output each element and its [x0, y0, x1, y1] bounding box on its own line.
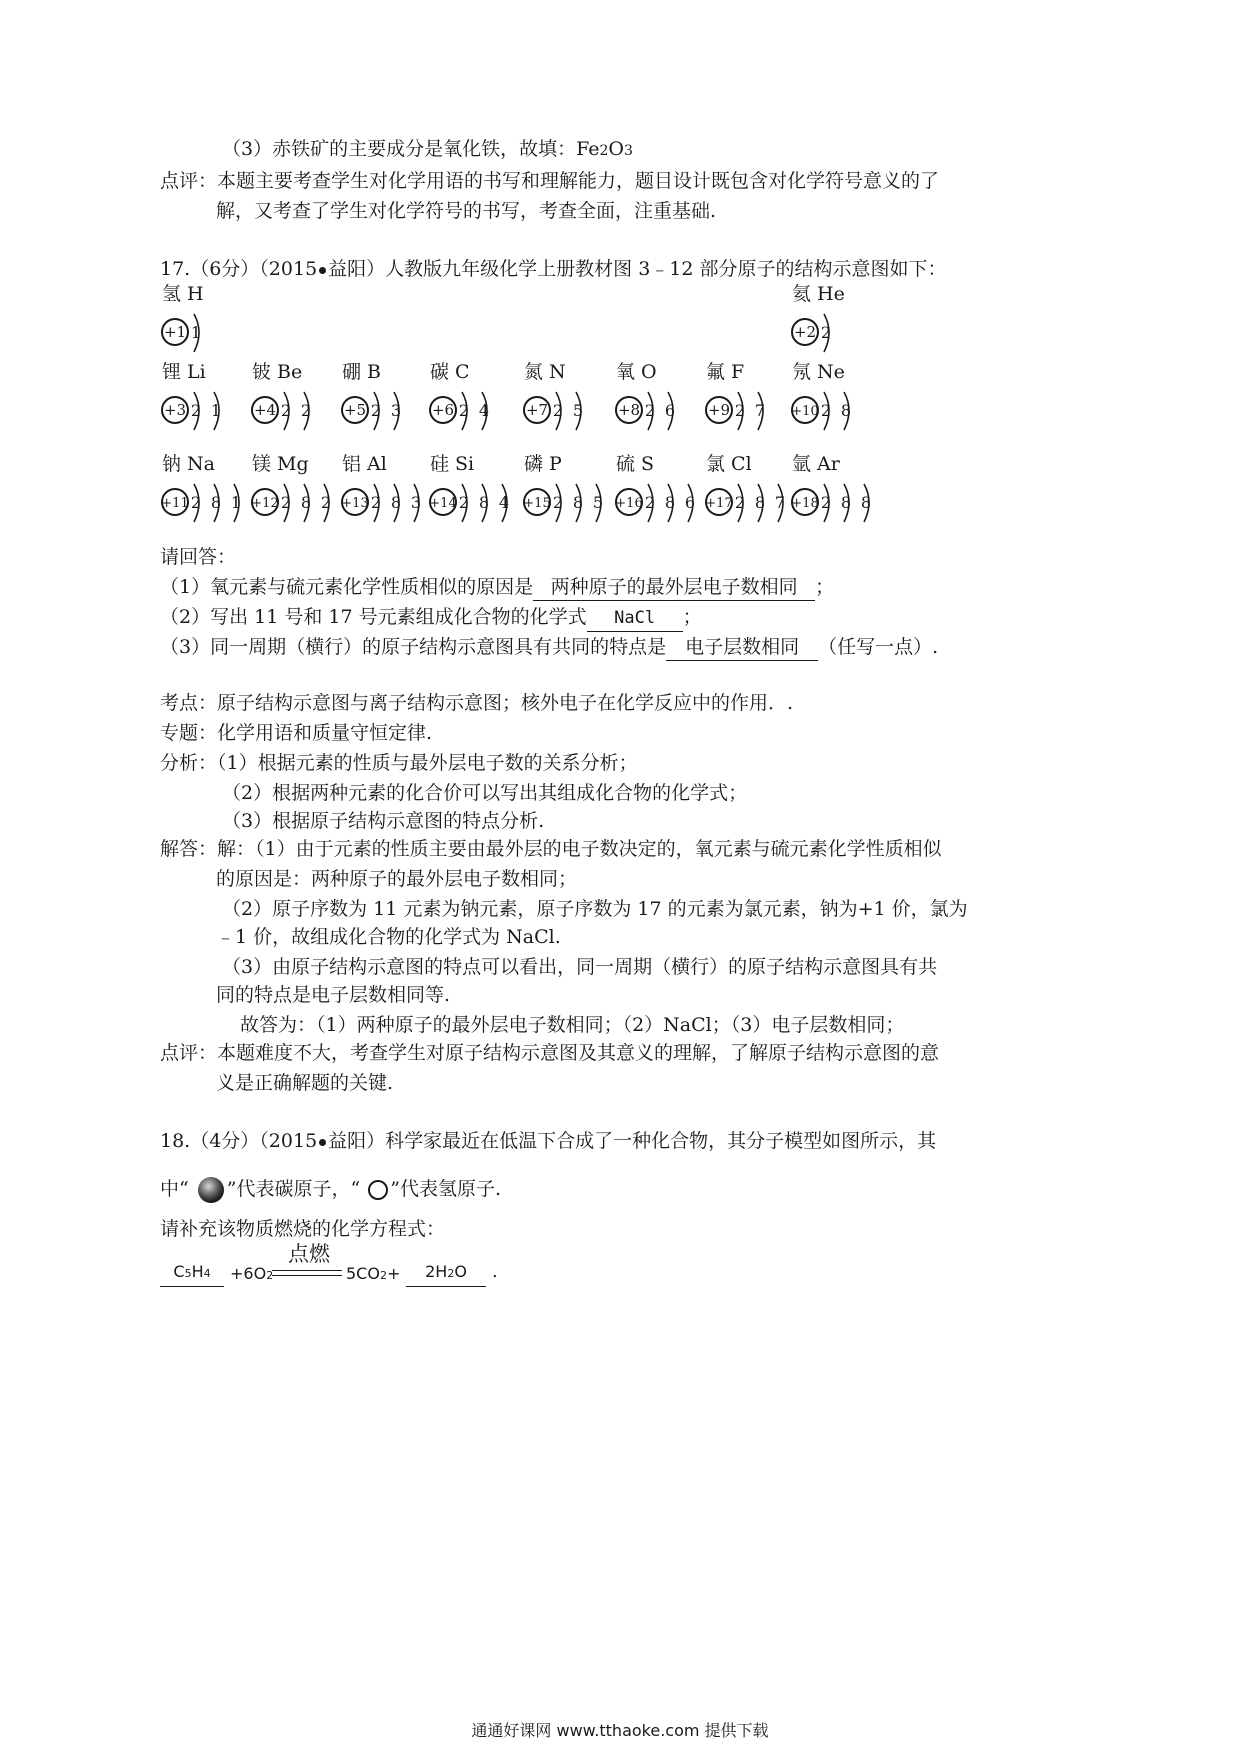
shell-electron-count: 7	[754, 401, 766, 420]
page-footer: 通通好课网 www.tthaoke.com 提供下载	[471, 1721, 769, 1740]
nucleus-charge: +8	[617, 401, 641, 419]
nucleus-charge: +16	[615, 496, 643, 511]
q17-jieda-7: 故答为：（1）两种原子的最外层电子数相同；（2）NaCl；（3）电子层数相同；	[240, 1014, 905, 1036]
atom-structure-diagram	[614, 480, 710, 524]
shell-electron-count: 3	[390, 401, 402, 420]
q17-jieda-2: 的原因是：两种原子的最外层电子数相同；	[216, 868, 578, 890]
shell-electron-count: 1	[210, 401, 222, 420]
atom-label: 氮 N	[524, 361, 566, 383]
atom-label: 氯 Cl	[706, 453, 752, 475]
nucleus-charge: +3	[163, 401, 187, 419]
atom-structure-diagram	[340, 388, 416, 432]
nucleus-charge: +13	[341, 496, 369, 511]
shell-electron-count: 2	[552, 493, 564, 512]
nucleus-charge: +12	[251, 496, 279, 511]
shell-electron-count: 7	[774, 493, 786, 512]
atom-label: 铍 Be	[252, 361, 303, 383]
nucleus-charge: +17	[705, 496, 733, 511]
shell-electron-count: 2	[280, 401, 292, 420]
shell-electron-count: 2	[370, 401, 382, 420]
q18-condition: 点燃	[288, 1242, 330, 1266]
shell-electron-count: 2	[458, 401, 470, 420]
nucleus-charge: +15	[523, 496, 551, 511]
q18-ask: 请补充该物质燃烧的化学方程式：	[160, 1218, 446, 1240]
shell-electron-count: 4	[498, 493, 510, 512]
nucleus-charge: +14	[429, 496, 457, 511]
shell-electron-count: 2	[458, 493, 470, 512]
atom-label: 硫 S	[616, 453, 655, 475]
q17-q1: （1）氧元素与硫元素化学性质相似的原因是 两种原子的最外层电子数相同 ；	[160, 574, 834, 601]
q17-jieda-1: 解答：解：（1）由于元素的性质主要由最外层的电子数决定的，氧元素与硫元素化学性质相似	[160, 838, 942, 860]
nucleus-charge: +9	[707, 401, 731, 419]
nucleus-charge: +2	[793, 323, 817, 341]
shell-electron-count: 4	[478, 401, 490, 420]
atom-structure-diagram	[522, 388, 598, 432]
q17-fenxi-2: （2）根据两种元素的化合价可以写出其组成化合物的化学式；	[222, 782, 748, 804]
q17-fenxi-1: 分析：（1）根据元素的性质与最外层电子数的关系分析；	[160, 752, 638, 774]
shell-electron-count: 2	[300, 401, 312, 420]
q18-equation	[160, 1240, 560, 1290]
hydrogen-atom-icon	[366, 1178, 390, 1202]
q17-title: 17.（6分）（2015 益阳）人教版九年级化学上册教材图 3﹣12 部分原子的结构示意图如下：	[160, 258, 947, 280]
shell-electron-count: 2	[820, 323, 832, 342]
shell-electron-count: 3	[410, 493, 422, 512]
shell-electron-count: 2	[820, 401, 832, 420]
shell-electron-count: 8	[860, 493, 872, 512]
atom-label: 氢 H	[162, 283, 204, 305]
shell-electron-count: 2	[734, 401, 746, 420]
shell-electron-count: 2	[280, 493, 292, 512]
shell-electron-count: 1	[230, 493, 242, 512]
q17-jieda-6: 同的特点是电子层数相同等.	[216, 984, 451, 1006]
shell-electron-count: 8	[840, 493, 852, 512]
shell-electron-count: 2	[820, 493, 832, 512]
shell-electron-count: 8	[840, 401, 852, 420]
shell-electron-count: 2	[190, 401, 202, 420]
shell-electron-count: 8	[390, 493, 402, 512]
q17-jieda-5: （3）由原子结构示意图的特点可以看出，同一周期（横行）的原子结构示意图具有共	[222, 956, 938, 978]
equals-line-bottom	[272, 1275, 342, 1276]
atom-structure-diagram	[704, 388, 780, 432]
nucleus-charge: +5	[343, 401, 367, 419]
atom-label: 氖 Ne	[792, 361, 845, 383]
atom-label: 氟 F	[706, 361, 745, 383]
atom-structure-diagram	[160, 310, 216, 354]
shell-electron-count: 8	[300, 493, 312, 512]
atom-label: 硼 B	[342, 361, 382, 383]
q17-fenxi-3: （3）根据原子结构示意图的特点分析.	[222, 810, 545, 832]
atom-structure-diagram	[250, 388, 326, 432]
carbon-atom-icon	[195, 1175, 227, 1205]
q18-legend-line: 中“ ”代表碳原子，“ ”代表氢原子.	[160, 1172, 501, 1206]
atom-label: 磷 P	[524, 453, 562, 475]
q18-title: 18.（4分）（2015 益阳）科学家最近在低温下合成了一种化合物，其分子模型如图所示，其	[160, 1130, 937, 1152]
shell-electron-count: 6	[664, 401, 676, 420]
shell-electron-count: 2	[320, 493, 332, 512]
q17-jieda-3: （2）原子序数为 11 元素为钠元素，原子序数为 17 的元素为氯元素，钠为+1 价，氯为	[222, 898, 968, 920]
q17-answer1: 两种原子的最外层电子数相同	[533, 574, 815, 601]
atom-structure-diagram	[340, 480, 436, 524]
dot-separator	[319, 267, 326, 274]
prev-answer-line: （3）赤铁矿的主要成分是氧化铁，故填：Fe2O3	[222, 138, 633, 160]
q17-ask: 请回答：	[160, 546, 237, 568]
prev-comment-line2: 解，又考查了学生对化学符号的书写，考查全面，注重基础.	[216, 200, 717, 222]
q18-answer2: 2H2O	[406, 1260, 486, 1287]
q17-dianping-2: 义是正确解题的关键.	[216, 1072, 394, 1094]
atom-structure-diagram	[160, 388, 236, 432]
equals-line-top	[272, 1270, 342, 1271]
q17-dianping-1: 点评：本题难度不大，考查学生对原子结构示意图及其意义的理解，了解原子结构示意图的意	[160, 1042, 940, 1064]
shell-electron-count: 2	[644, 401, 656, 420]
atom-label: 镁 Mg	[252, 453, 309, 475]
q18-oxygen-term: +6O2	[230, 1264, 274, 1283]
q18-co2-term: 5CO2+	[346, 1264, 401, 1283]
nucleus-charge: +6	[431, 401, 455, 419]
atom-structure-diagram	[428, 480, 524, 524]
shell-electron-count: 2	[644, 493, 656, 512]
nucleus-charge: +4	[253, 401, 277, 419]
shell-electron-count: 8	[664, 493, 676, 512]
q17-q3: （3）同一周期（横行）的原子结构示意图具有共同的特点是 电子层数相同 （任写一点）.	[160, 634, 938, 661]
shell-electron-count: 5	[572, 401, 584, 420]
atom-label: 氦 He	[792, 283, 845, 305]
nucleus-charge: +11	[161, 496, 189, 511]
atom-structure-diagram	[160, 480, 256, 524]
atom-structure-diagram	[522, 480, 618, 524]
q17-zhuanti: 专题：化学用语和质量守恒定律.	[160, 722, 433, 744]
atom-label: 锂 Li	[162, 361, 206, 383]
atom-label: 硅 Si	[430, 453, 475, 475]
nucleus-charge: +18	[791, 496, 819, 511]
atom-label: 钠 Na	[162, 453, 215, 475]
atom-structure-diagram	[790, 480, 886, 524]
q17-q2: （2）写出 11 号和 17 号元素组成化合物的化学式 NaCl ；	[160, 604, 702, 632]
shell-electron-count: 8	[572, 493, 584, 512]
atom-structure-diagram	[250, 480, 346, 524]
q17-answer3: 电子层数相同	[666, 634, 818, 661]
atom-structure-diagram	[790, 388, 866, 432]
prev-comment-line1: 点评：本题主要考查学生对化学用语的书写和理解能力，题目设计既包含对化学符号意义的了	[160, 170, 940, 192]
atom-label: 氧 O	[616, 361, 657, 383]
atom-label: 铝 Al	[342, 453, 387, 475]
atom-structure-diagram	[790, 310, 846, 354]
shell-electron-count: 2	[552, 401, 564, 420]
shell-electron-count: 2	[370, 493, 382, 512]
q18-period: .	[492, 1261, 498, 1282]
q17-kaodian: 考点：原子结构示意图与离子结构示意图；核外电子在化学反应中的作用．.	[160, 692, 794, 714]
atom-structure-diagram	[614, 388, 690, 432]
atom-label: 氩 Ar	[792, 453, 840, 475]
nucleus-charge: +7	[525, 401, 549, 419]
dot-separator	[319, 1139, 326, 1146]
nucleus-charge: +10	[791, 404, 819, 419]
shell-electron-count: 1	[190, 323, 202, 342]
atom-structure-diagram	[428, 388, 504, 432]
atom-label: 碳 C	[430, 361, 470, 383]
q17-jieda-4: ﹣1 价，故组成化合物的化学式为 NaCl.	[216, 926, 561, 948]
shell-electron-count: 8	[210, 493, 222, 512]
q17-answer2: NaCl	[587, 605, 683, 632]
q18-answer1: C5H4	[160, 1260, 224, 1287]
shell-electron-count: 6	[684, 493, 696, 512]
shell-electron-count: 2	[734, 493, 746, 512]
shell-electron-count: 2	[190, 493, 202, 512]
shell-electron-count: 5	[592, 493, 604, 512]
shell-electron-count: 8	[754, 493, 766, 512]
shell-electron-count: 8	[478, 493, 490, 512]
atom-structure-diagram	[704, 480, 800, 524]
nucleus-charge: +1	[163, 323, 187, 341]
